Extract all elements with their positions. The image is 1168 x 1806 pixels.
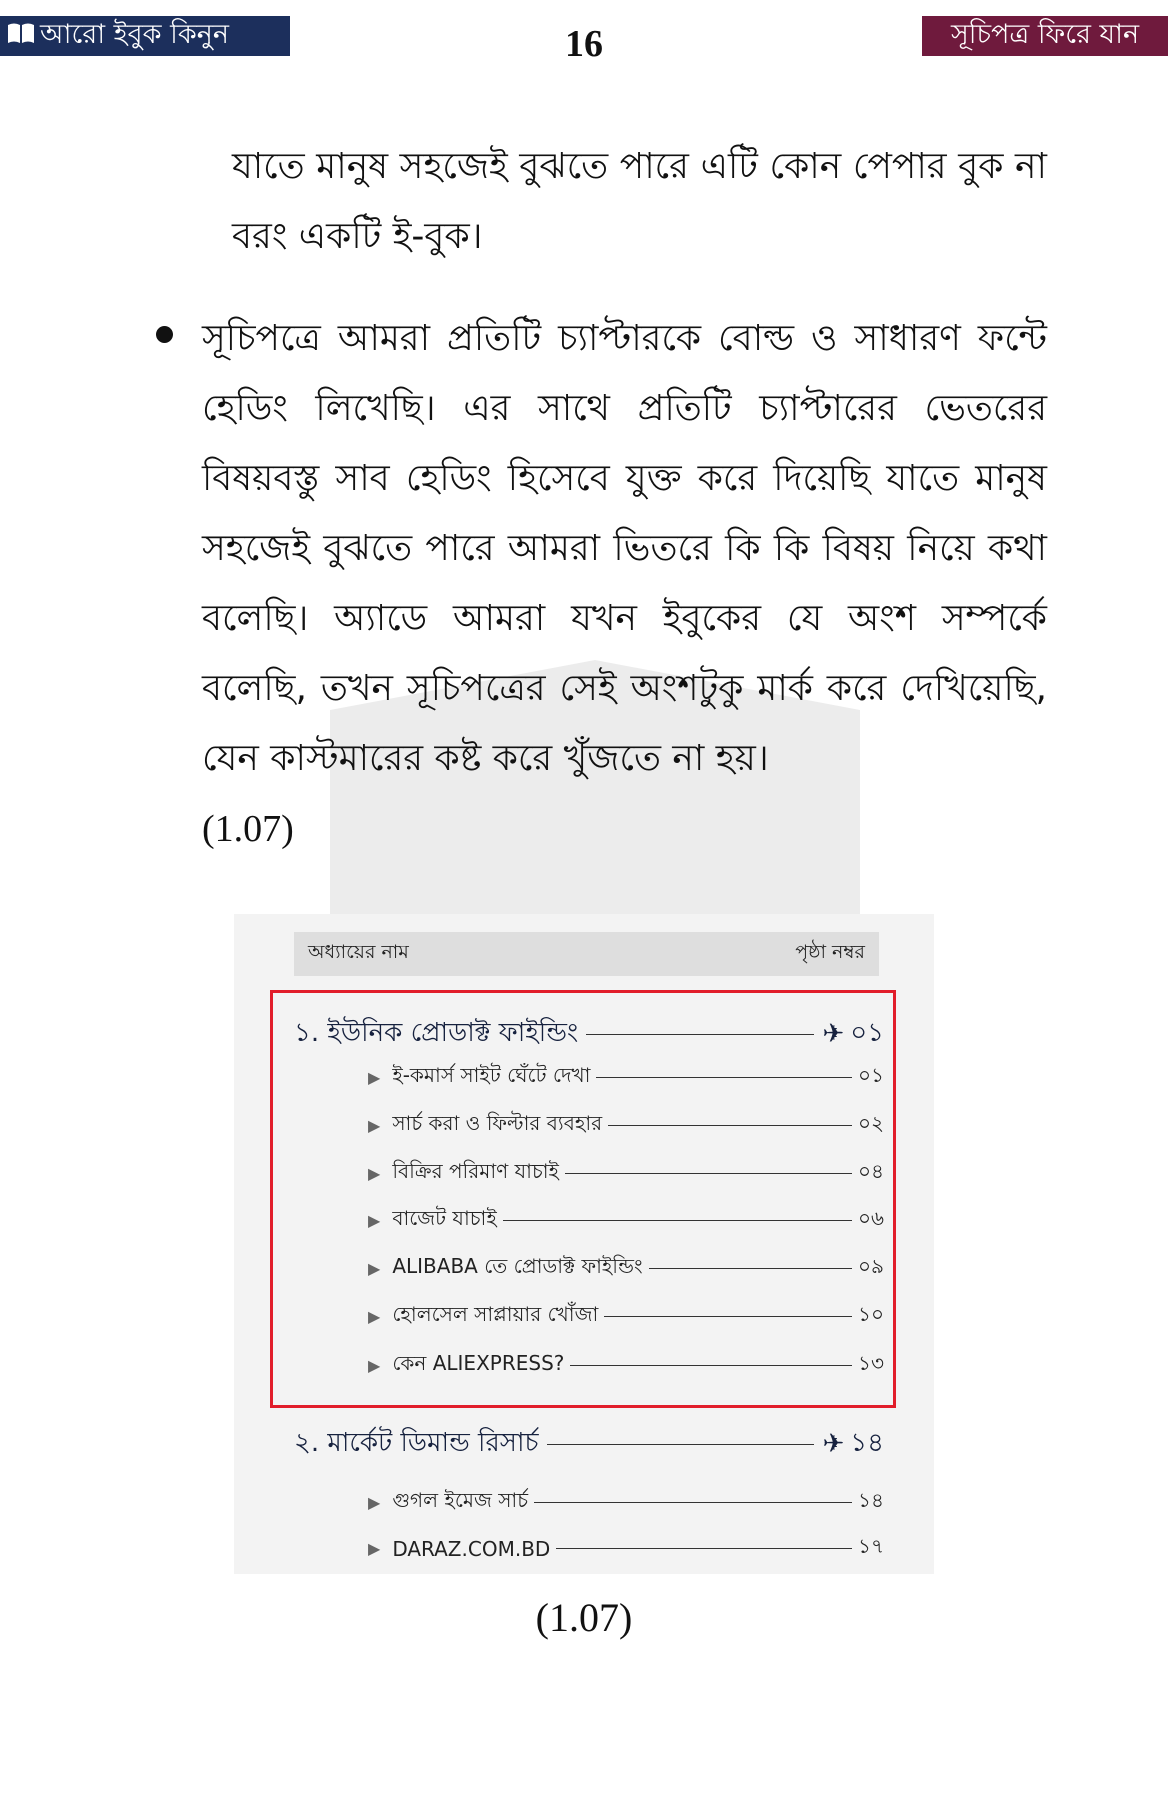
page-number: 16 xyxy=(565,23,603,65)
toc-item-row xyxy=(368,1204,884,1237)
page-number-header: পৃষ্ঠা নম্বর xyxy=(795,941,865,963)
buy-more-ebooks-label: আরো ইবুক কিনুন xyxy=(40,18,229,50)
toc-item-page: ০১ xyxy=(858,1063,884,1087)
body-paragraph-1: যাতে মানুষ সহজেই বুঝতে পারে এটি কোন পেপার বুক না বরং একটি ই-বুক। xyxy=(232,146,1047,257)
triangle-right-icon: ▶ xyxy=(368,1211,381,1230)
leader-line xyxy=(604,1316,852,1317)
leader-line xyxy=(556,1548,852,1549)
toc-item-page: ০২ xyxy=(857,1111,884,1135)
toc-item-page: ১৩ xyxy=(858,1351,884,1375)
toc-header-row xyxy=(294,932,879,976)
leader-line xyxy=(608,1125,852,1126)
leader-line xyxy=(503,1220,852,1221)
toc-item-title: বাজেট যাচাই xyxy=(392,1206,497,1230)
toc-item-row xyxy=(368,1532,884,1565)
triangle-right-icon: ▶ xyxy=(368,1068,381,1087)
triangle-right-icon: ▶ xyxy=(368,1164,381,1183)
triangle-right-icon: ▶ xyxy=(368,1493,381,1512)
toc-item-page: ০৪ xyxy=(858,1159,884,1183)
paragraph-text: সূচিপত্রে আমরা প্রতিটি চ্যাপ্টারকে বোল্ড ও সাধারণ ফন্টে হেডিং লিখেছি। এর সাথে প্রতিটি চ্যাপ্টারের ভেতরের বিষয়বস্তু সাব হেডিং হিসেবে যুক্ত করে দিয়েছি যাতে মানুষ সহজেই বুঝতে পারে আমরা ভিতরে কি কি বিষয় নিয়ে কথা বলেছি। অ্যাডে আমরা যখন ইবুকের যে অংশ সম্পর্কে বলেছি, তখন সূচিপত্রের সেই অংশটুকু মার্ক করে দেখিয়েছি, যেন কাস্টমারের কষ্ট করে খুঁজতে না হয়। xyxy=(202,318,1047,779)
chapter-page: ০১ xyxy=(850,1018,884,1048)
table-of-contents-image xyxy=(234,914,934,1574)
figure-reference: (1.07) xyxy=(202,808,294,850)
body-paragraph-2 xyxy=(202,304,1047,865)
toc-item-page: ১৪ xyxy=(858,1488,884,1512)
figure-caption: (1.07) xyxy=(535,1595,633,1640)
toc-item-row xyxy=(368,1157,884,1190)
back-to-contents-button[interactable]: সূচিপত্র ফিরে যান xyxy=(922,16,1168,56)
triangle-right-icon: ▶ xyxy=(368,1356,381,1375)
toc-item-page: ১০ xyxy=(858,1302,884,1326)
triangle-right-icon: ▶ xyxy=(368,1307,381,1326)
leader-line xyxy=(570,1365,852,1366)
toc-item-row xyxy=(368,1061,884,1094)
leader-line xyxy=(649,1268,852,1269)
leader-line xyxy=(534,1502,852,1503)
toc-item-row xyxy=(368,1300,884,1333)
toc-item-title: কেন ALIEXPRESS? xyxy=(392,1351,565,1375)
airplane-icon: ✈ xyxy=(822,1019,845,1049)
toc-item-title: গুগল ইমেজ সার্চ xyxy=(392,1488,529,1512)
toc-item-title: হোলসেল সাপ্লায়ার খোঁজা xyxy=(392,1302,599,1326)
toc-item-row xyxy=(368,1252,884,1285)
leader-line xyxy=(547,1444,815,1445)
chapter-row xyxy=(294,1012,884,1056)
toc-item-title: ই-কমার্স সাইট ঘেঁটে দেখা xyxy=(392,1063,591,1087)
leader-line xyxy=(565,1173,852,1174)
triangle-right-icon: ▶ xyxy=(368,1539,381,1558)
toc-item-title: ALIBABA তে প্রোডাক্ট ফাইন্ডিং xyxy=(392,1254,643,1278)
top-bar xyxy=(0,0,1168,65)
chapter-title: ১. ইউনিক প্রোডাক্ট ফাইন্ডিং xyxy=(294,1018,579,1048)
toc-item-row xyxy=(368,1486,884,1519)
airplane-icon: ✈ xyxy=(822,1429,845,1459)
chapter-row xyxy=(294,1422,884,1466)
chapter-page: ১৪ xyxy=(850,1428,884,1458)
triangle-right-icon: ▶ xyxy=(368,1116,381,1135)
triangle-right-icon: ▶ xyxy=(368,1259,381,1278)
toc-item-title: সার্চ করা ও ফিল্টার ব্যবহার xyxy=(392,1111,603,1135)
bullet-point xyxy=(156,326,173,343)
toc-item-row xyxy=(368,1349,884,1382)
toc-item-page: ০৯ xyxy=(858,1254,884,1278)
leader-line xyxy=(586,1034,814,1035)
toc-item-page: ১৭ xyxy=(858,1534,884,1558)
chapter-title: ২. মার্কেট ডিমান্ড রিসার্চ xyxy=(294,1428,539,1458)
chapter-name-header: অধ্যায়ের নাম xyxy=(308,941,409,963)
leader-line xyxy=(596,1077,852,1078)
toc-item-page: ০৬ xyxy=(857,1206,884,1230)
toc-item-title: বিক্রির পরিমাণ যাচাই xyxy=(392,1159,559,1183)
toc-item-title: DARAZ.COM.BD xyxy=(392,1536,551,1561)
toc-item-row xyxy=(368,1109,884,1142)
